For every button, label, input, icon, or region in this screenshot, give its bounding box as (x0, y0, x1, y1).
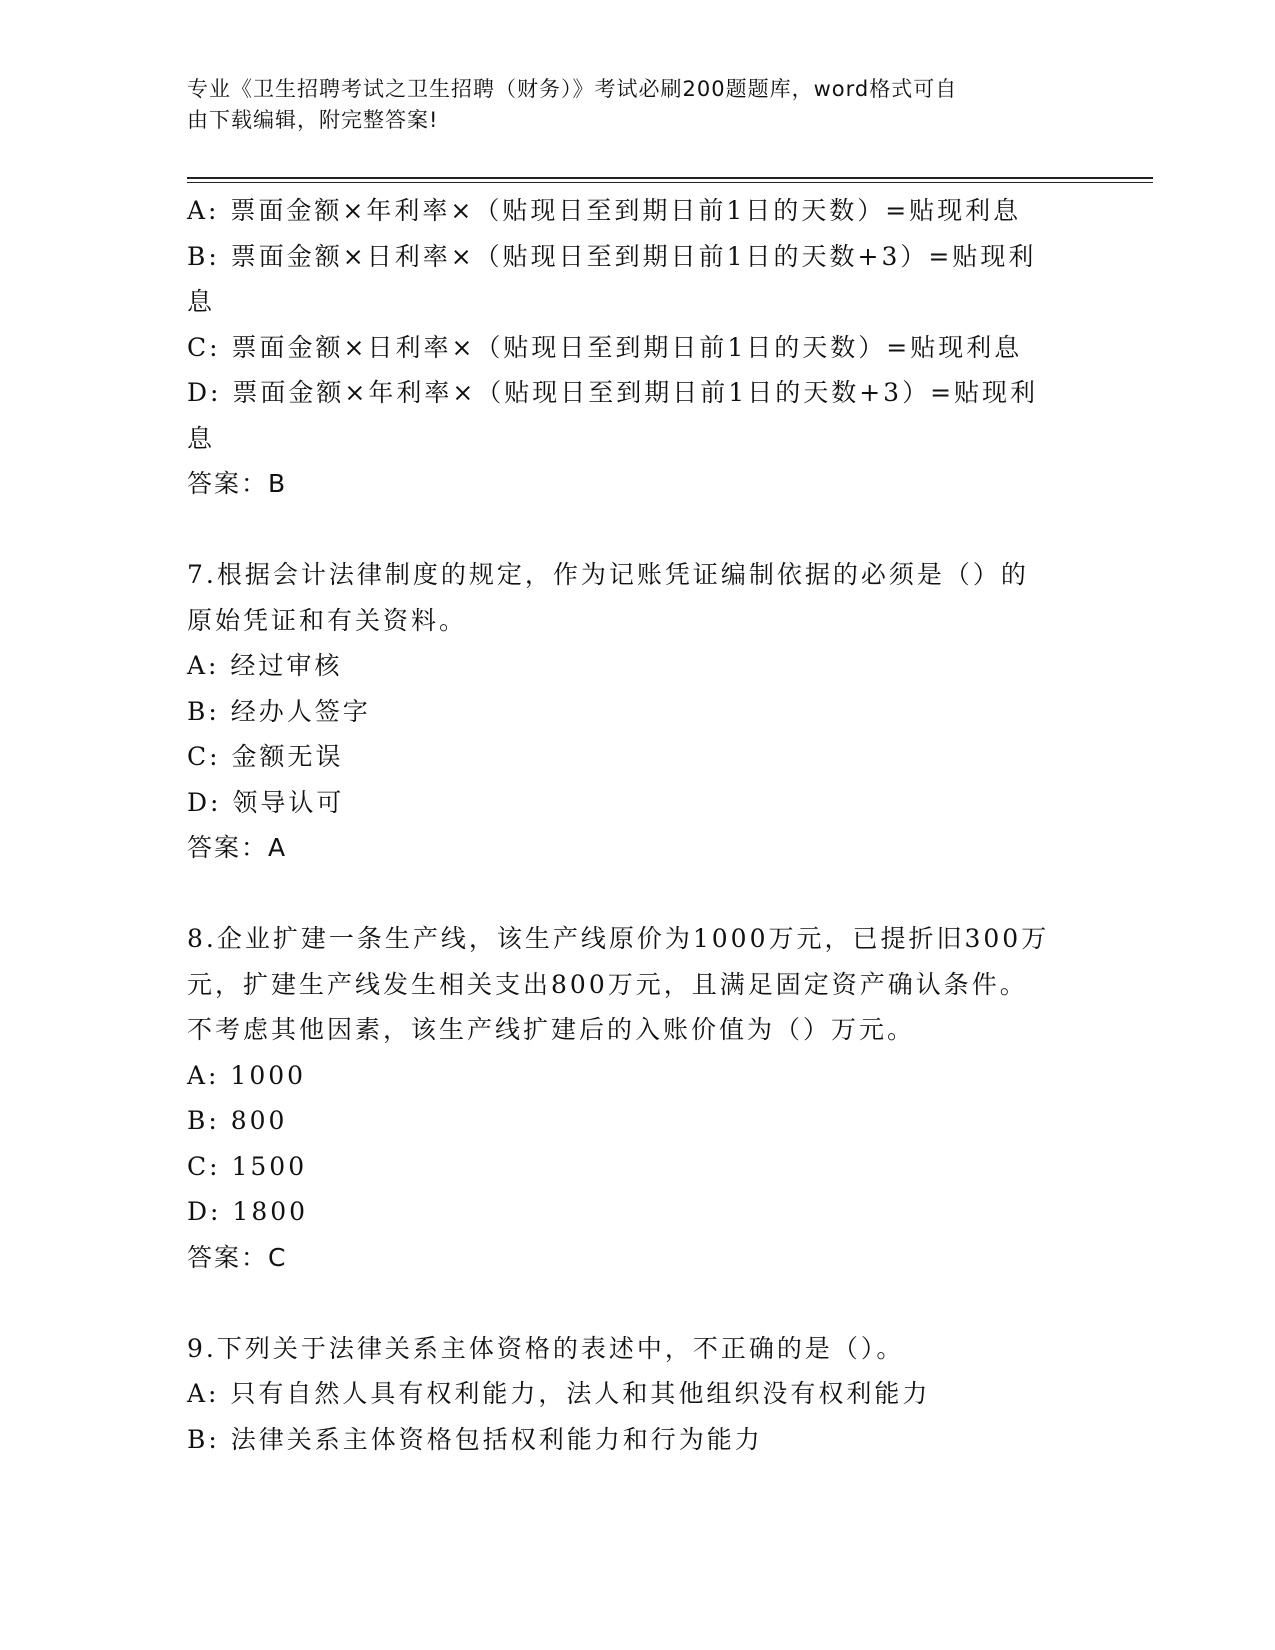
question-stem: 原始凭证和有关资料。 (187, 605, 468, 635)
option-b: B: 800 (187, 1106, 288, 1135)
option-a: A: 只有自然人具有权利能力，法人和其他组织没有权利能力 (187, 1379, 931, 1408)
question-stem: 7.根据会计法律制度的规定，作为记账凭证编制依据的必须是（）的 (187, 560, 1029, 589)
question-stem: 不考虑其他因素，该生产线扩建后的入账价值为（）万元。 (187, 1015, 916, 1044)
spacer (187, 507, 1087, 553)
option-b-wrap: 息 (187, 287, 216, 316)
option-b: B: 票面金额×日利率×（贴现日至到期日前1日的天数+3）=贴现利 (187, 241, 1037, 271)
question-stem: 9.下列关于法律关系主体资格的表述中，不正确的是（）。 (187, 1333, 905, 1363)
spacer (187, 871, 1087, 917)
option-c: C: 1500 (187, 1151, 308, 1181)
spacer (187, 1280, 1087, 1326)
question-content (187, 188, 1087, 1462)
option-a: A: 1000 (187, 1060, 307, 1090)
option-d: D: 1800 (187, 1197, 309, 1226)
option-d-wrap: 息 (187, 423, 216, 453)
answer: 答案：C (187, 1242, 288, 1272)
option-b: B: 经办人签字 (187, 696, 371, 726)
question-stem: 元，扩建生产线发生相关支出800万元，且满足固定资产确认条件。 (187, 969, 1028, 999)
question-9 (187, 1326, 1087, 1463)
answer: 答案：B (187, 469, 288, 498)
question-7 (187, 552, 1087, 871)
option-d: D: 领导认可 (187, 787, 345, 817)
option-c: C: 票面金额×日利率×（贴现日至到期日前1日的天数）=贴现利息 (187, 332, 1023, 362)
header-line-1: 专业《卫生招聘考试之卫生招聘（财务）》考试必刷200题题库，word格式可自 (187, 77, 958, 101)
header-divider-thin (187, 182, 1153, 183)
option-a: A: 经过审核 (187, 651, 343, 680)
answer: 答案：A (187, 833, 288, 862)
header-divider-thick (187, 177, 1153, 179)
option-c: C: 金额无误 (187, 742, 344, 771)
document-header (187, 74, 1087, 136)
question-stem: 8.企业扩建一条生产线，该生产线原价为1000万元，已提折旧300万 (187, 924, 1050, 953)
question-8 (187, 916, 1087, 1280)
option-b: B: 法律关系主体资格包括权利能力和行为能力 (187, 1424, 763, 1454)
header-line-2: 由下载编辑，附完整答案! (187, 108, 439, 132)
option-a: A: 票面金额×年利率×（贴现日至到期日前1日的天数）=贴现利息 (187, 196, 1022, 225)
previous-question (187, 188, 1087, 507)
option-d: D: 票面金额×年利率×（贴现日至到期日前1日的天数+3）=贴现利 (187, 378, 1039, 407)
